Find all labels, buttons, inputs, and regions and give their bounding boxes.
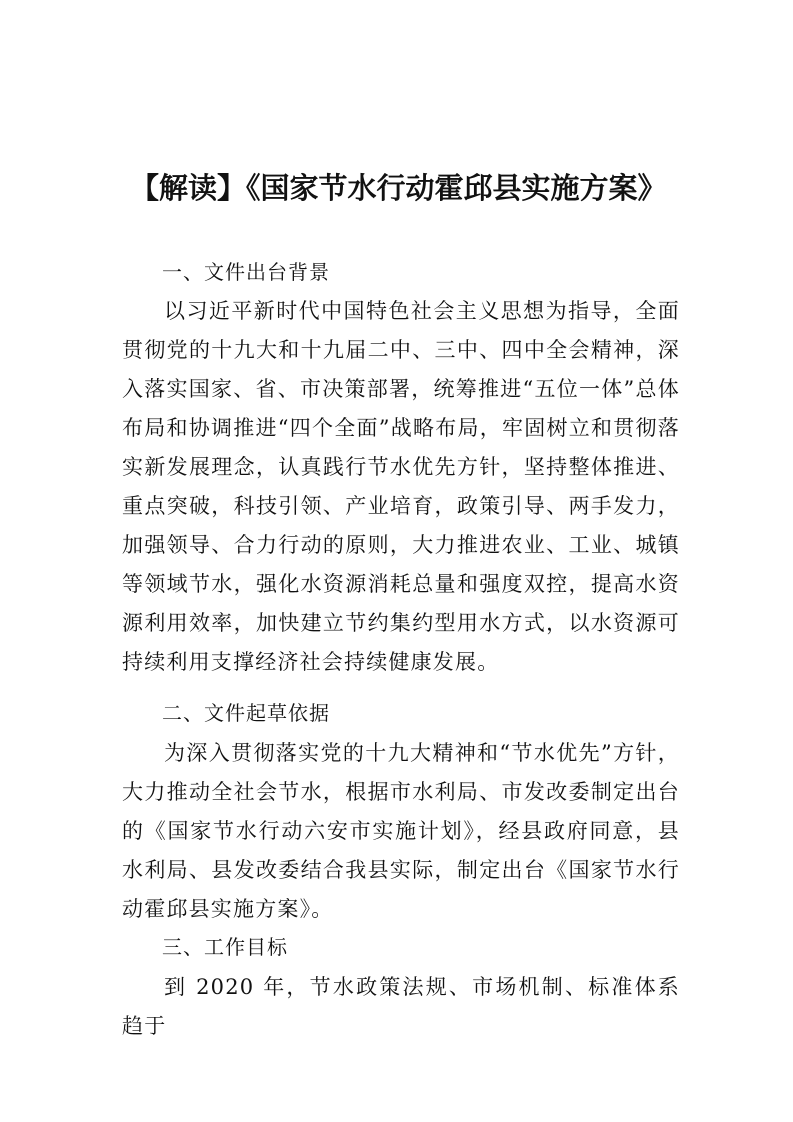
section-heading-goals: 三、工作目标: [162, 935, 288, 959]
section-heading-basis: 二、文件起草依据: [162, 701, 330, 725]
document-title: 【解读】《国家节水行动霍邱县实施方案》: [130, 171, 667, 205]
section-body-background: 以习近平新时代中国特色社会主义思想为指导，全面贯彻党的十九大和十九届二中、三中、四中全会精神，深入落实国家、省、市决策部署，统筹推进“五位一体”总体布局和协调推进“四个全面”战略布局，牢固树立和贯彻落实新发展理念，认真践行节水优先方针，坚持整体推进、重点突破，科技引领、产业培育，政策引导、两手发力，加强领导、合力行动的原则，大力推进农业、工业、城镇等领域节水，强化水资源消耗总量和强度双控，提高水资源利用效率，加快建立节约集约型用水方式，以水资源可持续利用支撑经济社会持续健康发展。: [122, 299, 680, 674]
section-heading-background: 一、文件出台背景: [162, 260, 330, 284]
section-body-goals: 到 2020 年，节水政策法规、市场机制、标准体系趋于: [122, 975, 680, 1038]
section-body-basis: 为深入贯彻落实党的十九大精神和“节水优先”方针，大力推动全社会节水，根据市水利局、市发改委制定出台的《国家节水行动六安市实施计划》，经县政府同意，县水利局、县发改委结合我县实际，制定出台《国家节水行动霍邱县实施方案》。: [122, 741, 680, 921]
